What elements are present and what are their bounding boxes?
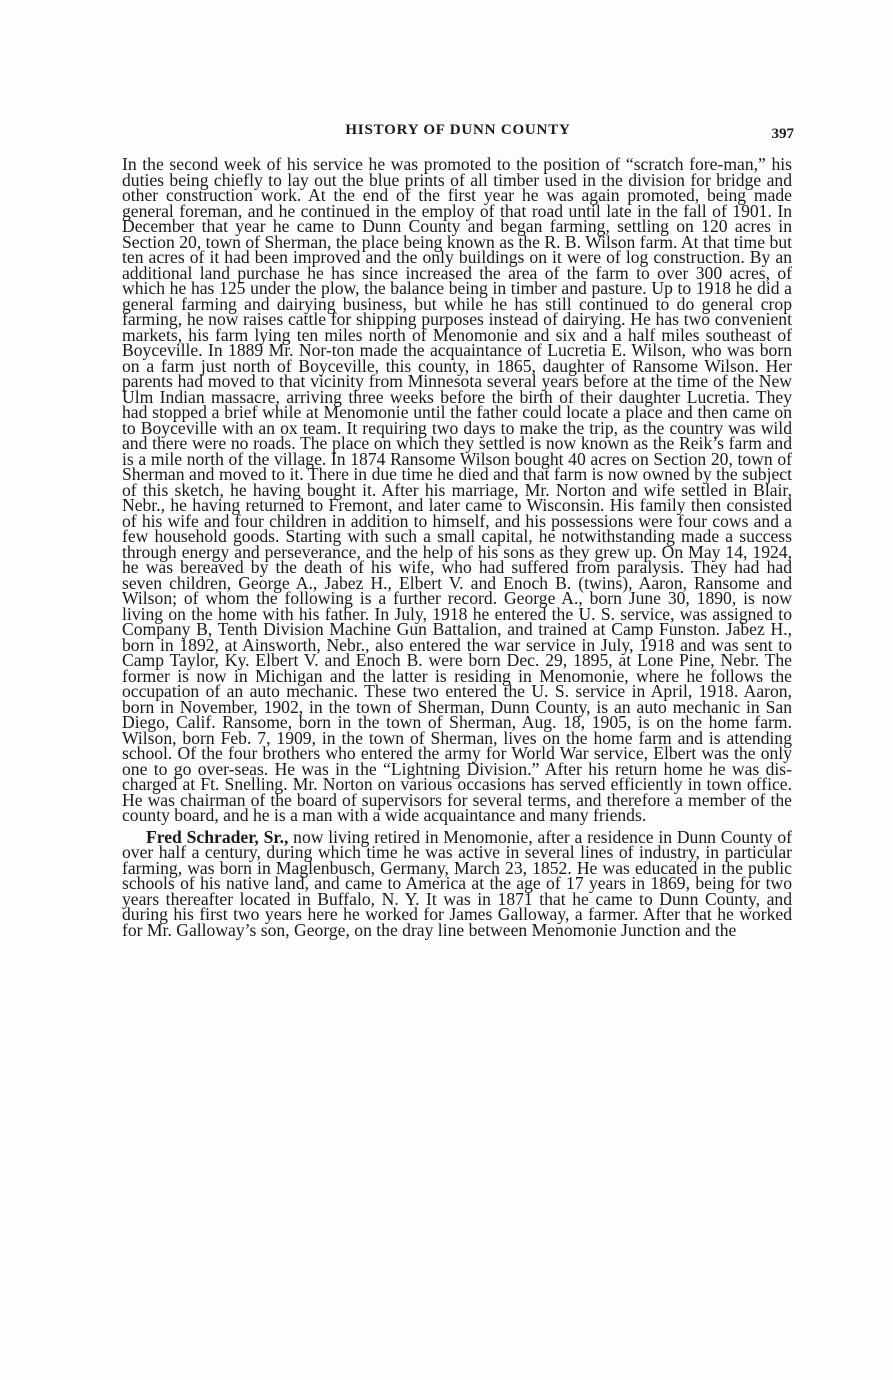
paragraph-norton-biography: In the second week of his service he was promoted to the position of “scratch fore-man,” his duties being chiefly to lay out the blue prints of all timber used in the division for bridge and other construction work. At the end of the first year he was again promoted, being made general foreman, and he continued in the employ of that road until late in the fall of 1901. In December that year he came to Dunn County and began farming, settling on 120 acres in Section 20, town of Sherman, the place being known as the R. B. Wilson farm. At that time but ten acres of it had been improved and the only buildings on it were of log construction. By an additional land purchase he has since increased the area of the farm to over 300 acres, of which he has 125 under the plow, the balance being in timber and pasture. Up to 1918 he did a general farming and dairying business, but while he has still continued to do general crop farming, he now raises cattle for shipping purposes instead of dairying. He has two convenient markets, his farm lying ten miles north of Menomonie and six and a half miles southeast of Boyceville. In 1889 Mr. Nor-ton made the acquaintance of Lucretia E. Wilson, who was born on a farm just north of Boyceville, this county, in 1865, daughter of Ransome Wilson. Her parents had moved to that vicinity from Minnesota several years before at the time of the New Ulm Indian massacre, arriving three weeks before the birth of their daughter Lucretia. They had stopped a brief while at Menomonie until the father could locate a place and then came on to Boyceville with an ox team. It requiring two days to make the trip, as the country was wild and there were no roads. The place on which they settled is now known as the Reik’s farm and is a mile north of the village. In 1874 Ransome Wilson bought 40 acres on Section 20, town of Sherman and moved to it. There in due time he died and that farm is now owned by the subject of this sketch, he having bought it. After his marriage, Mr. Norton and wife settled in Blair, Nebr., he having returned to Fremont, and later came to Wisconsin. His family then consisted of his wife and four children in addition to himself, and his possessions were four cows and a few household goods. Starting with such a small capital, he notwithstanding made a success through energy and perseverance, and the help of his sons as they grew up. On May 14, 1924, he was bereaved by the death of his wife, who had suffered from paralysis. They had had seven children, George A., Jabez H., Elbert V. and Enoch B. (twins), Aaron, Ransome and Wilson; of whom the following is a further record. George A., born June 30, 1890, is now living on the home with his father. In July, 1918 he entered the U. S. service, was assigned to Company B, Tenth Division Machine Gun Battalion, and trained at Camp Funston. Jabez H., born in 1892, at Ainsworth, Nebr., also entered the war service in July, 1918 and was sent to Camp Taylor, Ky. Elbert V. and Enoch B. were born Dec. 29, 1895, at Lone Pine, Nebr. The former is now in Michigan and the latter is residing in Menomonie, where he follows the occupation of an auto mechanic. These two entered the U. S. service in April, 1918. Aaron, born in November, 1902, in the town of Sherman, Dunn County, is an auto mechanic in San Diego, Calif. Ransome, born in the town of Sherman, Aug. 18, 1905, is on the home farm. Wilson, born Feb. 7, 1909, in the town of Sherman, lives on the home farm and is attending school. Of the four brothers who entered the army for World War service, Elbert was the only one to go over-seas. He was in the “Lightning Division.” After his return home he was dis-charged at Ft. Snelling. Mr. Norton on various occasions has served efficiently in town office. He was chairman of the board of supervisors for several terms, and therefore a member of the county board, and he is a man with a wide acquaintance and many friends. xyxy=(122,154,792,825)
page-number: 397 xyxy=(771,126,794,142)
running-head: HISTORY OF DUNN COUNTY xyxy=(345,122,571,138)
body-text xyxy=(122,154,792,940)
subject-name: Fred Schrader, Sr., xyxy=(146,826,289,847)
paragraph-schrader-biography xyxy=(122,826,792,940)
page-header xyxy=(122,120,794,144)
paragraph-text: now living retired in Menomonie, after a residence in Dunn County of over half a century, during which time he was active in several lines of industry, in particular farming, was born in Maglenbusch, Germany, March 23, 1852. He was educated in the public schools of his native land, and came to America at the age of 17 years in 1869, being for two years thereafter located in Buffalo, N. Y. It was in 1871 that he came to Dunn County, and during his first two years here he worked for James Galloway, a farmer. After that he worked for Mr. Galloway’s son, George, on the dray line between Menomonie Junction and the xyxy=(122,826,792,940)
